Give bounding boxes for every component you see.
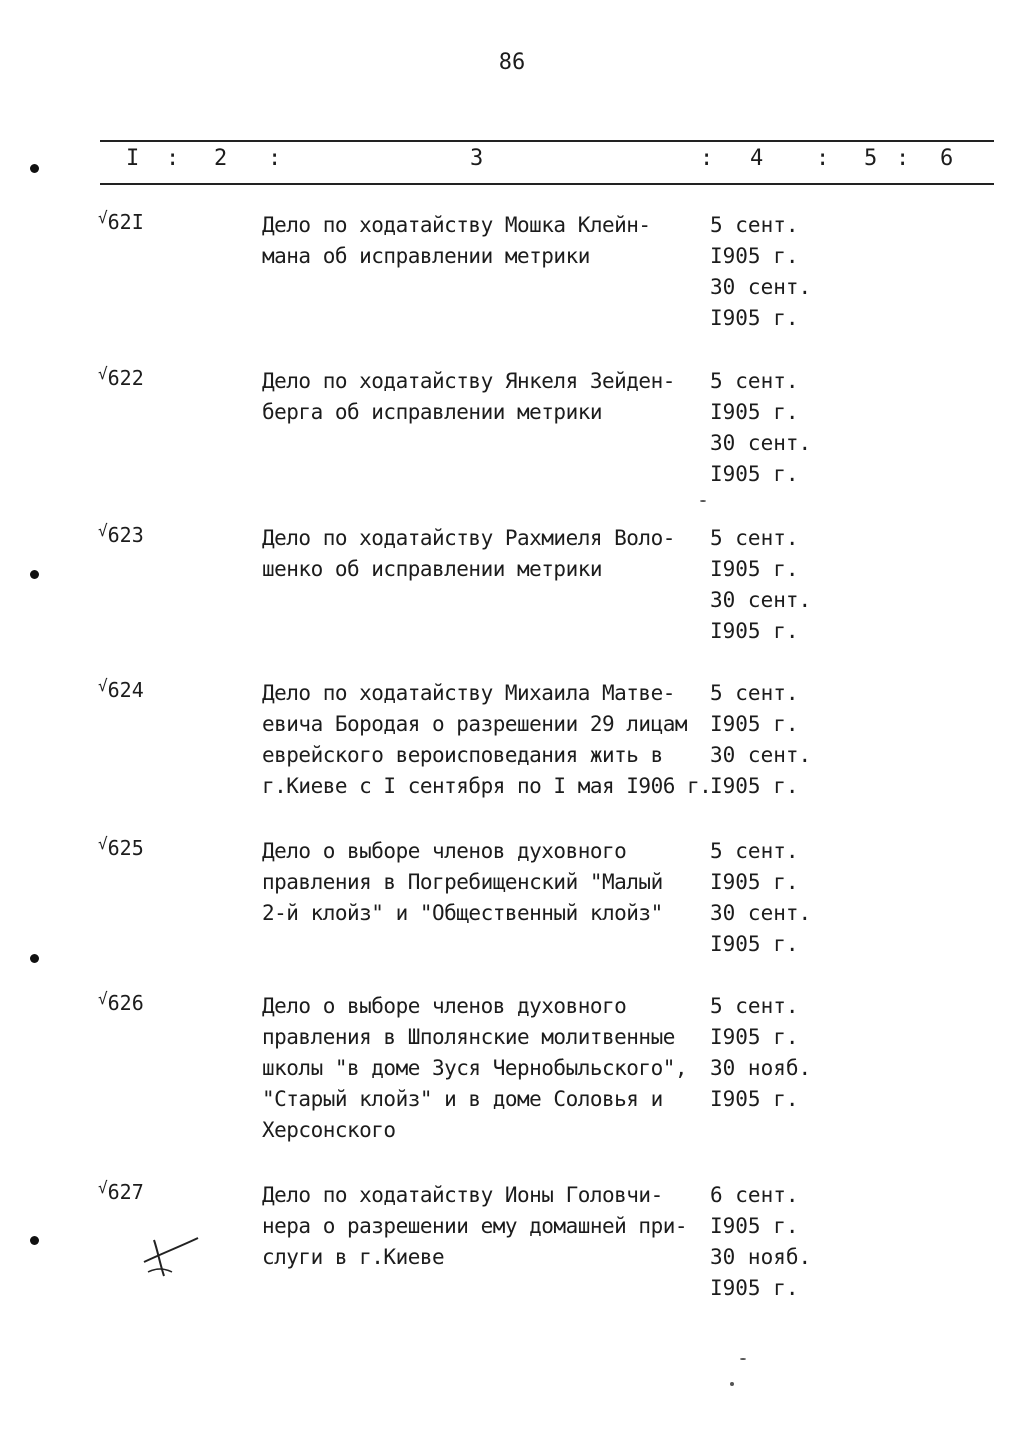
record-number [98,991,144,1015]
header-bottom-rule [100,183,994,185]
header-sep-3: : [700,146,714,171]
header-sep-2: : [268,146,282,171]
record-number [98,678,144,702]
record-number-text: 624 [107,678,144,702]
header-top-rule [100,140,994,142]
paper-speck [740,1358,746,1360]
check-mark: √ [98,676,108,695]
check-mark: √ [98,989,108,1008]
record-number-text: 623 [107,523,144,547]
record-description: Дело по ходатайству Михаила Матве- евича Бородая о разрешении 29 лицам еврейского вероисповедания жить в г.Киеве с I сентября по I мая I906 г. [262,681,712,798]
header-col-4: 4 [750,146,764,171]
record-number [98,210,144,234]
record-dates: 5 сент. I905 г. 30 сент. I905 г. [710,369,812,486]
binding-hole [30,164,39,173]
header-col-5: 5 [864,146,878,171]
record-number [98,523,144,547]
record-number-text: 622 [107,366,144,390]
record-dates: 5 сент. I905 г. 30 сент. I905 г. [710,213,812,330]
record-description: Дело о выборе членов духовного правления в Шполянские молитвенные школы "в доме Зуся Чернобыльского", "Старый клойз" и в доме Соловья и Херсонского [262,994,688,1142]
check-mark: √ [98,521,108,540]
page-number: 86 [498,50,526,75]
record-dates: 5 сент. I905 г. 30 сент. I905 г. [710,839,812,956]
binding-hole [30,954,39,963]
record-description: Дело по ходатайству Мошка Клейн- мана об исправлении метрики [262,213,651,268]
check-mark: √ [98,364,108,383]
record-dates: 5 сент. I905 г. 30 сент. I905 г. [710,526,812,643]
check-mark: √ [98,1178,108,1197]
record-dates: 5 сент. I905 г. 30 сент. I905 г. [710,681,812,798]
record-number-text: 625 [107,836,144,860]
header-col-3: 3 [470,146,484,171]
record-dates: 6 сент. I905 г. 30 нояб. I905 г. [710,1183,812,1300]
handwritten-mark-icon [136,1232,206,1282]
record-number [98,836,144,860]
record-number-text: 62I [107,210,144,234]
record-number [98,366,144,390]
header-col-1: I [126,146,140,171]
table-header [0,146,1024,176]
header-col-6: 6 [940,146,954,171]
header-sep-5: : [896,146,910,171]
record-description: Дело по ходатайству Ионы Головчи- нера о разрешении ему домашней при- слуги в г.Киеве [262,1183,688,1269]
binding-hole [30,570,39,579]
record-dates: 5 сент. I905 г. 30 нояб. I905 г. [710,994,812,1111]
record-description: Дело по ходатайству Рахмиеля Воло- шенко об исправлении метрики [262,526,675,581]
paper-speck [700,500,706,502]
check-mark: √ [98,208,108,227]
header-col-2: 2 [214,146,228,171]
record-number-text: 627 [107,1180,144,1204]
binding-hole [30,1236,39,1245]
check-mark: √ [98,834,108,853]
header-sep-1: : [166,146,180,171]
record-number [98,1180,144,1204]
record-number-text: 626 [107,991,144,1015]
paper-speck [730,1382,734,1386]
header-sep-4: : [816,146,830,171]
record-description: Дело о выборе членов духовного правления в Погребищенский "Малый 2-й клойз" и "Общественный клойз" [262,839,663,925]
record-description: Дело по ходатайству Янкеля Зейден- берга об исправлении метрики [262,369,675,424]
